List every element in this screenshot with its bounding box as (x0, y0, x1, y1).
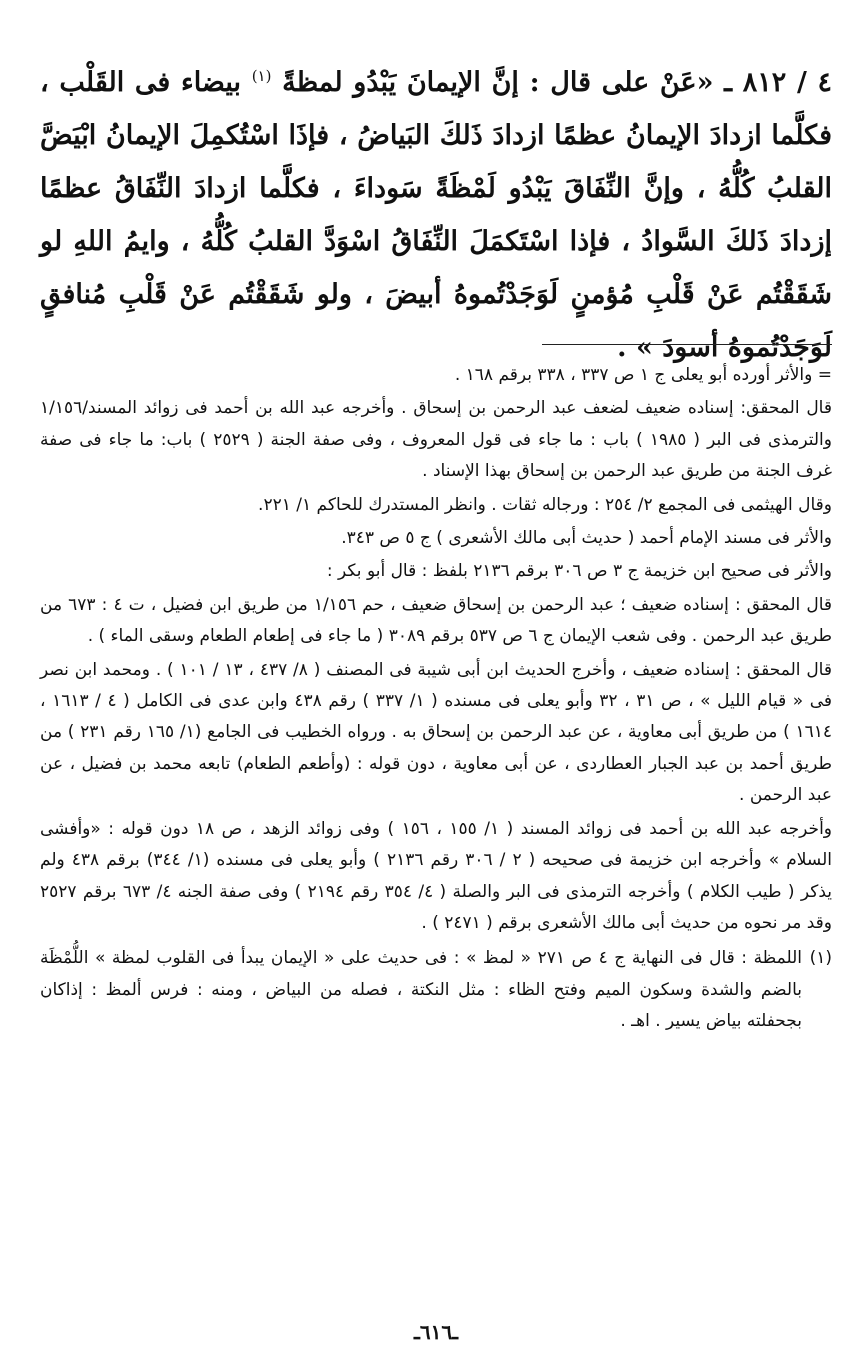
note-paragraph: قال المحقق : إسناده ضعيف ، وأخرج الحديث ابن أبى شيبة فى المصنف ( ٨/ ٤٣٧ ، ١٣ / ١٠١ ) . ومحمد ابن نصر فى « قيام الليل » ، ص ٣١ ، ٣٢ وأبو يعلى فى مسنده ( ١/ ٣٣٧ ) رقم ٤٣٨ وابن عدى فى الكامل ( ٤ / ١٦١٣ ، ١٦١٤ ) من طريق أبى معاوية ، عن عبد الرحمن بن إسحاق به . ورواه الخطيب فى الجامع (١/ ١٦٥ رقم ٢٣١ ) من طريق أحمد بن عبد الجبار العطاردى ، عن أبى معاوية ، دون قوله : (وأطعم الطعام) تابعه محمد بن فضيل ، عن عبد الرحمن . (40, 659, 833, 806)
document-page (40, 50, 833, 1344)
hadith-text (40, 50, 832, 374)
footnote-number: (١) (809, 948, 832, 969)
footnote-text: اللمظة : قال فى النهاية ج ٤ ص ٢٧١ « لمظ » : فى حديث على « الإيمان يبدأ فى القلوب لمظة » اللُّمْظَة بالضم والشدة وسكون الميم وفتح الظاء : مثل النكتة ، فصله من البياض ، ومنه : فرس ألمظ : إذاكان بجحفلته بياض يسير . اهـ . (40, 948, 802, 1032)
commentary-notes (40, 360, 832, 1038)
footnote-separator (542, 344, 832, 345)
note-paragraph: والأثر فى مسند الإمام أحمد ( حديث أبى مالك الأشعرى ) ج ٥ ص ٣٤٣. (341, 528, 832, 549)
footnote-reference: (١) (251, 67, 272, 85)
footnote (40, 943, 832, 1037)
hadith-text-part-1: ٤ / ٨١٢ ـ «عَنْ على قال : إنَّ الإيمانَ يَبْدُو لمظةً (282, 67, 833, 98)
note-paragraph: = والأثر أورده أبو يعلى ج ١ ص ٣٣٧ ، ٣٣٨ برقم ١٦٨ . (454, 365, 832, 385)
note-paragraph: وأخرجه عبد الله بن أحمد فى زوائد المسند ( ١/ ١٥٥ ، ١٥٦ ) وفى زوائد الزهد ، ص ١٨ دون قوله : «وأفشى السلام » وأخرجه ابن خزيمة فى صحيحه ( ٢ / ٣٠٦ رقم ٢١٣٦ ) وأبو يعلى فى مسنده (١/ ٣٤٤) برقم ٤٣٨ ولم يذكر ( طيب الكلام ) وأخرجه الترمذى فى البر والصلة ( ٤/ ٣٥٤ رقم ٢١٩٤ ) وفى صفة الجنه ٤/ ٦٧٣ برقم ٢٥٢٧ وقد مر نحوه من حديث أبى مالك الأشعرى برقم ( ٢٤٧١ ) . (40, 818, 833, 933)
note-paragraph: قال المحقق: إسناده ضعيف لضعف عبد الرحمن بن إسحاق . وأخرجه عبد الله بن أحمد فى زوائد المسند/١/١٥٦ والترمذى فى البر ( ١٩٨٥ ) باب : ما جاء فى قول المعروف ، وفى صفة الجنة ( ٢٥٢٩ ) باب: ما جاء فى صفة غرف الجنة من طريق عبد الرحمن بن إسحاق بهذا الإسناد . (40, 398, 832, 482)
note-paragraph: والأثر فى صحيح ابن خزيمة ج ٣ ص ٣٠٦ برقم ٢١٣٦ بلفظ : قال أبو بكر : (326, 561, 832, 582)
note-paragraph: وقال الهيثمى فى المجمع ٢/ ٢٥٤ : ورجاله ثقات . وانظر المستدرك للحاكم ١/ ٢٢١. (258, 494, 832, 515)
hadith-text-part-2: بيضاء فى القَلْب ، فكلَّما ازدادَ الإيمانُ عظمًا ازدادَ ذَلكَ البَياضُ ، فإذَا اسْتُكمِلَ الإيمانُ ابْيَضَّ القلبُ كُلُّهُ ، وإنَّ النِّفَاقَ يَبْدُو لَمْظَةً سَوداءَ ، فكلَّما ازدادَ النِّفَاقُ عظمًا إزدادَ ذَلكَ السَّوادُ ، فإذا اسْتَكمَلَ النِّفَاقُ اسْوَدَّ القلبُ كُلُّهُ ، وايمُ اللهِ لو شَقَقْتُم عَنْ قَلْبِ مُؤمنٍ لَوَجَدْتُموهُ أبيضَ ، ولو شَقَقْتُم عَنْ قَلْبِ مُنافقٍ لَوَجَدْتُموهُ أسودَ » . (40, 67, 832, 363)
note-paragraph: قال المحقق : إسناده ضعيف ؛ عبد الرحمن بن إسحاق ضعيف ، حم ١/١٥٦ من طريق ابن فضيل ، ت ٤ : ٦٧٣ من طريق عبد الرحمن . وفى شعب الإيمان ج ٦ ص ٥٣٧ برقم ٣٠٨٩ ( ما جاء فى إطعام الطعام وسقى الماء ) . (40, 594, 833, 647)
page-number: ـ٦١٦ـ (414, 1320, 458, 1344)
